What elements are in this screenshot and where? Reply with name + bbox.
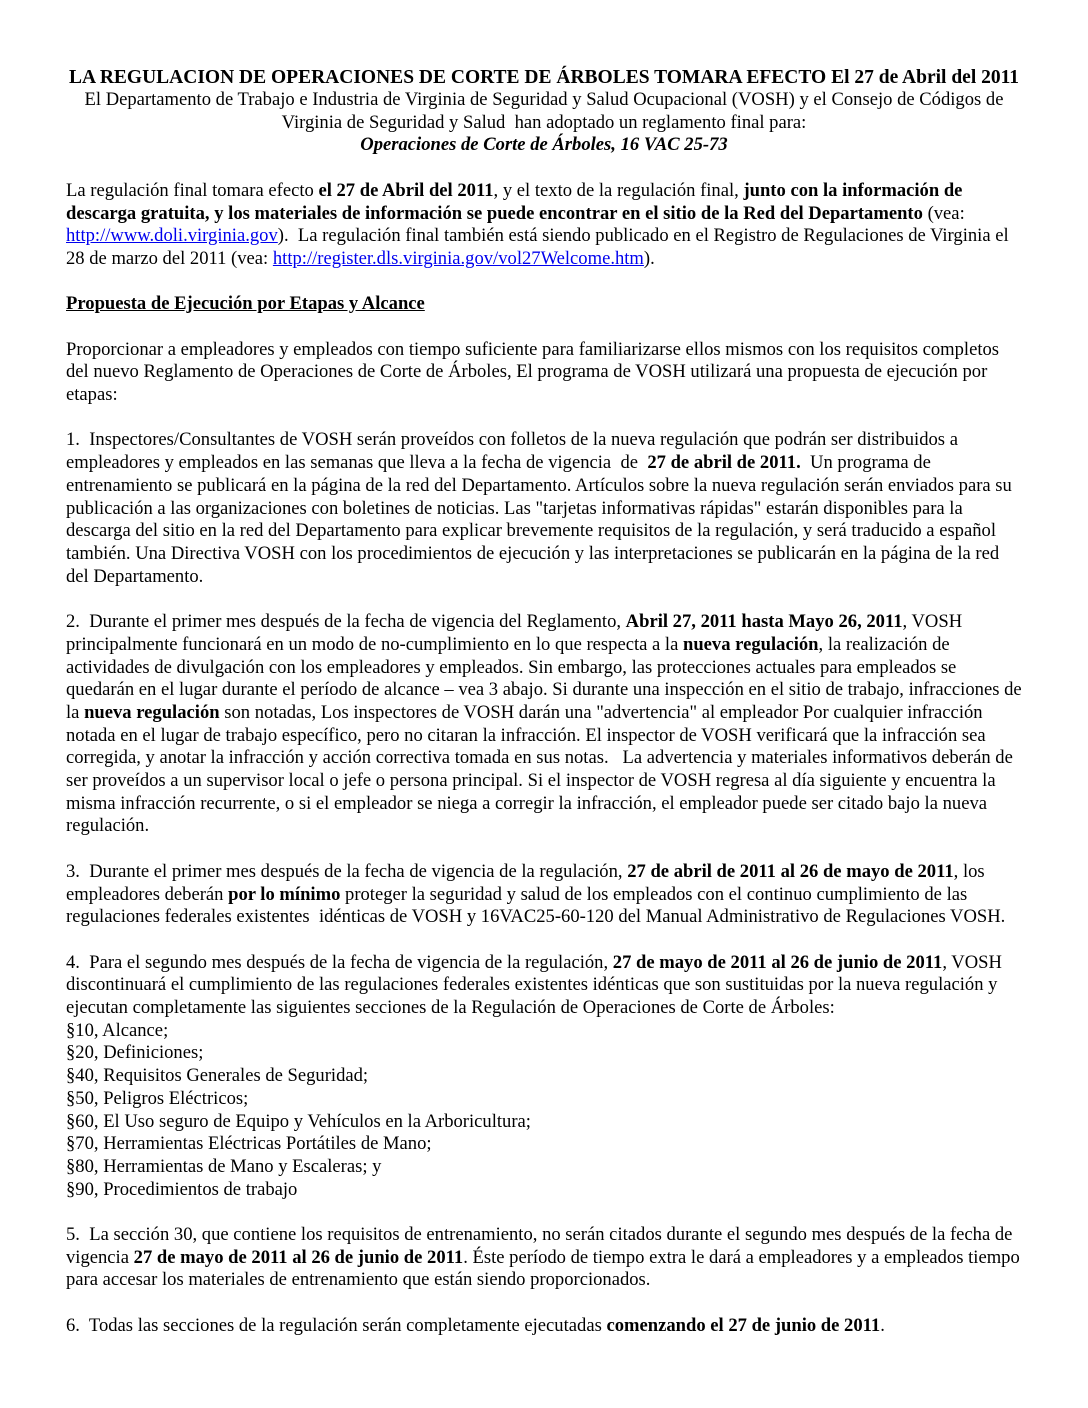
section-heading (66, 293, 1022, 316)
text-run: 1. Inspectores/Consultantes de VOSH serán proveídos con folletos de la nueva regulación que podrán ser distribuidos a empleadores y empleados en las semanas que lleva a la fecha de vigencia de (66, 429, 963, 474)
intro-paragraph (66, 180, 1022, 271)
text-run: . Éste período de tiempo extra le dará a empleadores y a empleados tiempo para accesar los materiales de entrenamiento que están siendo proporcionados. (66, 1246, 1025, 1291)
bold-text-run: nueva regulación (683, 633, 819, 655)
text-run: ). (643, 247, 655, 269)
regulation-title: Operaciones de Corte de Árboles, 16 VAC 25-73 (360, 134, 728, 156)
text-run: proteger la seguridad y salud de los empleados con el continuo cumplimiento de las regulaciones federales existentes idénticas de VOSH y 16VAC25-60-120 del Manual Administrativo de Regulaciones VOSH. (66, 883, 1006, 928)
document-title: LA REGULACION DE OPERACIONES DE CORTE DE ÁRBOLES TOMARA EFECTO El 27 de Abril del 2011 (68, 67, 1020, 88)
item-6-paragraph (66, 1315, 1022, 1338)
item-1-paragraph (66, 429, 1022, 588)
bold-text-run: el 27 de Abril del 2011 (318, 179, 494, 201)
text-run: , los empleadores deberán (66, 860, 990, 905)
text-run: , y el texto de la regulación final, (493, 179, 744, 201)
section-heading-text: Propuesta de Ejecución por Etapas y Alcance (66, 293, 425, 315)
bold-text-run: 27 de abril de 2011. (647, 452, 801, 474)
text-run: (vea: (922, 202, 970, 224)
text-run: 4. Para el segundo mes después de la fecha de vigencia de la regulación, (66, 951, 613, 973)
item-3-paragraph (66, 861, 1022, 929)
text-run: Un programa de entrenamiento se publicará en la página de la red del Departamento. Artículos sobre la nueva regulación serán enviados para su publicación a las organizaciones con boletines de noticias. Las "tarjetas informativas rápidas" estarán disponibles para la descarga del sitio en la red del Departamento para explicar brevemente requisitos de la regulación, y será traducido a español también. Una Directiva VOSH con los procedimientos de ejecución y las interpretaciones se publicarán en la página de la red del Departamento. (66, 452, 1017, 587)
hyperlink[interactable]: http://www.doli.virginia.gov (66, 225, 278, 247)
section-intro-paragraph: Proporcionar a empleadores y empleados con tiempo suficiente para familiarizarse ellos mismos con los requisitos completos del nuevo Reglamento de Operaciones de Corte de Árboles, El programa de VOSH utilizará una propuesta de ejecución por etapas: (66, 338, 1004, 406)
document-subtitle: El Departamento de Trabajo e Industria de Virginia de Seguridad y Salud Ocupacional (VOSH) y el Consejo de Códigos de Virginia de Seguridad y Salud han adoptado un reglamento final para: (84, 89, 1008, 133)
item-2-paragraph (66, 611, 1027, 838)
section-list-line: §90, Procedimientos de trabajo (66, 1178, 298, 1200)
text-run: 5. La sección 30, que contiene los requisitos de entrenamiento, no serán citados durante el segundo mes después de la fecha de vigencia (66, 1224, 1018, 1268)
text-run: 6. Todas las secciones de la regulación serán completamente ejecutadas (66, 1314, 607, 1336)
section-list-line: §50, Peligros Eléctricos; (66, 1087, 249, 1109)
item-4-text (66, 952, 1007, 1018)
text-run: , VOSH discontinuará el cumplimiento de las regulaciones federales existentes idénticas que son sustituidas por la nueva regulación y ejecutan completamente las siguientes secciones de la Regulación de Operaciones de Corte de Árboles: (66, 951, 1007, 1019)
text-run: La regulación final tomara efecto (66, 179, 319, 201)
section-list-line: §40, Requisitos Generales de Seguridad; (66, 1065, 369, 1087)
bold-text-run: 27 de mayo de 2011 al 26 de junio de 2011 (133, 1246, 464, 1268)
item-5-paragraph (66, 1224, 1025, 1292)
section-list-line: §20, Definiciones; (66, 1042, 204, 1064)
text-run: ). La regulación final también está siendo publicado en el Registro de Regulaciones de Virginia el 28 de marzo del 2011 (vea: (66, 225, 1014, 269)
section-list (66, 1020, 1022, 1202)
item-4-paragraph (66, 952, 1022, 1202)
text-run: 3. Durante el primer mes después de la fecha de vigencia de la regulación, (66, 860, 628, 882)
section-list-line: §70, Herramientas Eléctricas Portátiles de Mano; (66, 1133, 432, 1155)
bold-text-run: Abril 27, 2011 hasta Mayo 26, 2011 (625, 611, 903, 633)
text-run: son notadas, Los inspectores de VOSH darán una "advertencia" al empleador Por cualquier infracción notada en el lugar de trabajo específico, pero no citaran la infracción. El inspector de VOSH verificará que la infracción sea corregida, y anotar la infracción y acción correctiva tomada en sus notas. La advertencia y materiales informativos deberán de ser proveídos a un supervisor local o jefe o persona principal. Si el inspector de VOSH regresa al día siguiente y encuentra la misma infracción recurrente, o si el empleador se niega a corregir la infracción, el empleador puede ser citado bajo la nueva regulación. (66, 701, 1018, 837)
text-run: 2. Durante el primer mes después de la fecha de vigencia del Reglamento, (66, 611, 626, 633)
text-run: , la realización de actividades de divulgación con los empleadores y empleados. Sin embargo, las protecciones actuales para empleados se quedarán en el lugar durante el período de alcance – vea 3 abajo. Si durante una inspección en el sitio de trabajo, infracciones de la (66, 633, 1027, 723)
bold-text-run: 27 de mayo de 2011 al 26 de junio de 2011 (612, 951, 943, 973)
hyperlink[interactable]: http://register.dls.virginia.gov/vol27Welcome.htm (272, 247, 644, 269)
bold-text-run: por lo mínimo (228, 883, 341, 905)
text-run: . (880, 1314, 885, 1336)
section-list-line: §60, El Uso seguro de Equipo y Vehículos en la Arboricultura; (66, 1110, 531, 1132)
section-list-line: §10, Alcance; (66, 1019, 169, 1041)
bold-text-run: comenzando el 27 de junio de 2011 (606, 1314, 881, 1336)
bold-text-run: nueva regulación (84, 701, 220, 723)
text-run: , VOSH principalmente funcionará en un modo de no-cumplimiento en lo que respecta a la (66, 611, 967, 655)
bold-text-run: 27 de abril de 2011 al 26 de mayo de 2011 (627, 860, 954, 882)
bold-text-run: junto con la información de descarga gratuita, y los materiales de información se puede encontrar en el sitio de la Red del Departamento (66, 179, 968, 224)
section-list-line: §80, Herramientas de Mano y Escaleras; y (66, 1155, 382, 1177)
